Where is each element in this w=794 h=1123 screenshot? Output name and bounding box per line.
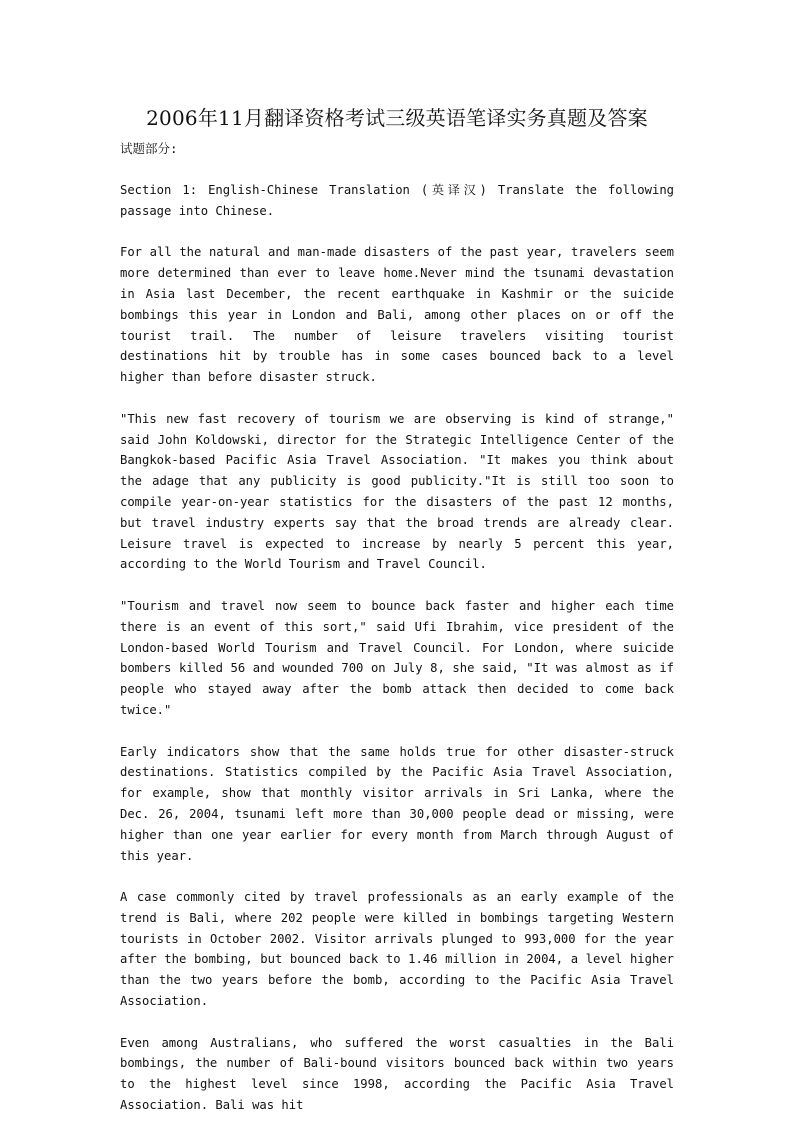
paragraph: For all the natural and man-made disasters of the past year, travelers seem more determined than ever to leave home.Never mind the tsunami devastation in Asia last December, the recent earthquake in Kashmir or the suicide bombings this year in London and Bali, among other places on or off the tourist trail. The number of leisure travelers visiting tourist destinations hit by trouble has in some cases bounced back to a level higher than before disaster struck. xyxy=(120,245,674,385)
paragraph: A case commonly cited by travel professionals as an early example of the trend is Bali, where 202 people were killed in bombings targeting Western tourists in October 2002. Visitor arrivals plunged to 993,000 for the year after the bombing, but bounced back to 1.46 million in 2004, a level higher than the two years before the bomb, according to the Pacific Asia Travel Association. xyxy=(120,890,674,1009)
paragraph: "This new fast recovery of tourism we are observing is kind of strange," said John Koldowski, director for the Strategic Intelligence Center of the Bangkok-based Pacific Asia Travel Association. "It makes you think about the adage that any publicity is good publicity."It is still too soon to compile year-on-year statistics for the disasters of the past 12 months, but travel industry experts say that the broad trends are already clear. Leisure travel is expected to increase by nearly 5 percent this year, according to the World Tourism and Travel Council. xyxy=(120,411,674,572)
paragraph-section-heading: Section 1: English-Chinese Translation (英译汉) Translate the following passage into Chinese. xyxy=(120,183,674,218)
paragraph: "Tourism and travel now seem to bounce back faster and higher each time there is an event of this sort," said Ufi Ibrahim, vice president of the London-based World Tourism and Travel Council. For London, where suicide bombers killed 56 and wounded 700 on July 8, she said, "It was almost as if people who stayed away after the bomb attack then decided to come back twice." xyxy=(120,598,674,717)
section-subheading: 试题部分: xyxy=(120,141,178,156)
document-title: 2006年11月翻译资格考试三级英语笔译实务真题及答案 xyxy=(146,106,648,130)
document-body xyxy=(120,180,674,1116)
paragraph: Even among Australians, who suffered the worst casualties in the Bali bombings, the number of Bali-bound visitors bounced back within two years to the highest level since 1998, according the Pacific Asia Travel Association. Bali was hit xyxy=(120,1035,674,1113)
paragraph: Early indicators show that the same holds true for other disaster-struck destinations. Statistics compiled by the Pacific Asia Travel Association, for example, show that monthly visitor arrivals in Sri Lanka, where the Dec. 26, 2004, tsunami left more than 30,000 people dead or missing, were higher than one year earlier for every month from March through August of this year. xyxy=(120,744,674,863)
